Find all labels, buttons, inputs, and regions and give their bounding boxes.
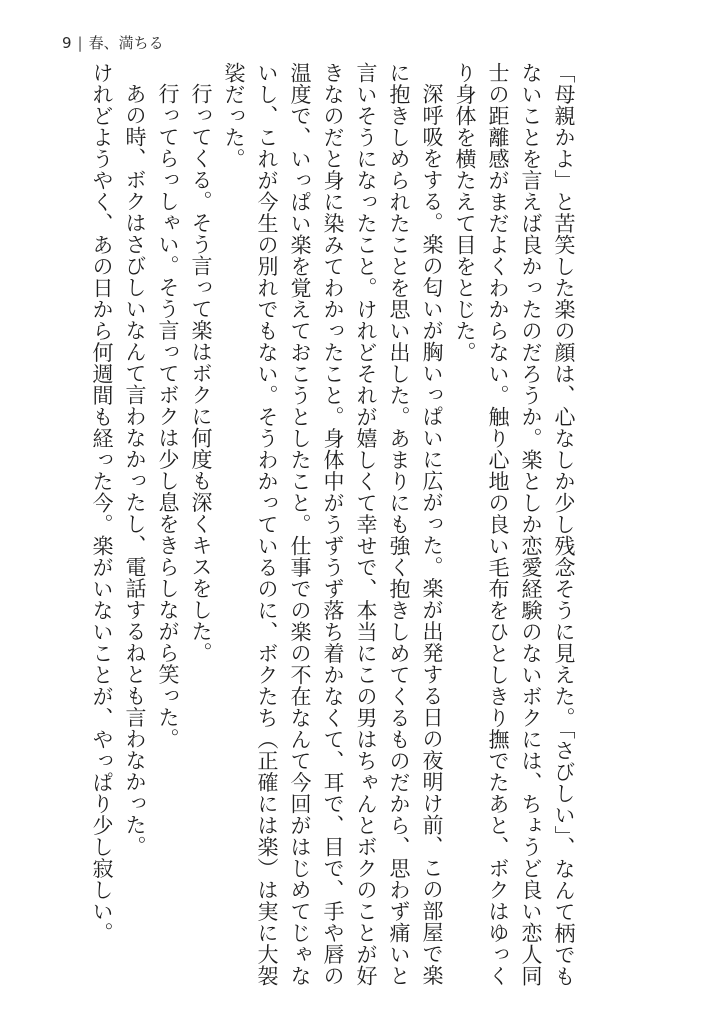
chapter-title: 春、満ちる xyxy=(88,34,164,52)
paragraph: 「母親かよ」と苦笑した楽の顔は、心なしか少し残念そうに見えた。「さびしい」、なんて柄でもないことを言えば良かったのだろうか。楽としか恋愛経験のないボクには、ちょうど良い恋人同士の距離感がまだよくわからない。触り心地の良い毛布をひとしきり撫でたあと、ボクはゆっくり身体を横たえて目をとじた。 xyxy=(453,62,576,987)
body-text xyxy=(85,62,580,1002)
paragraph: けれどようやく、あの日から何週間も経った今。楽がいないことが、やっぱり少し寂しい。 xyxy=(90,62,114,944)
paragraph: 深呼吸をする。楽の匂いが胸いっぱいに広がった。楽が出発する日の夜明け前、この部屋で楽に抱きしめられたことを思い出した。あまりにも強く抱きしめてくるものだから、思わず痛いと言いそうになったこと。けれどそれが嬉しくて幸せで、本当にこの男はちゃんとボクのことが好きなのだと身に染みてわかったこと。身体中がうずうず落ち着かなくて、耳で、目で、手や唇の温度で、いっぱい楽を覚えておこうとしたこと。仕事での楽の不在なんて今回がはじめてじゃないし、これが今生の別れでもない。そうわかっているのに、ボクたち（正確には楽）は実に大袈裟だった。 xyxy=(222,62,444,987)
header-separator: | xyxy=(77,34,83,52)
paragraph: あの時、ボクはさびしいなんて言わなかったし、電話するねとも言わなかった。 xyxy=(123,83,147,857)
running-header xyxy=(62,34,164,52)
page-number: 9 xyxy=(62,34,72,52)
paragraph: 行ってらっしゃい。そう言ってボクは少し息をきらしながら笑った。 xyxy=(156,83,180,750)
paragraph: 行ってくる。そう言って楽はボクに何度も深くキスをした。 xyxy=(189,83,213,664)
